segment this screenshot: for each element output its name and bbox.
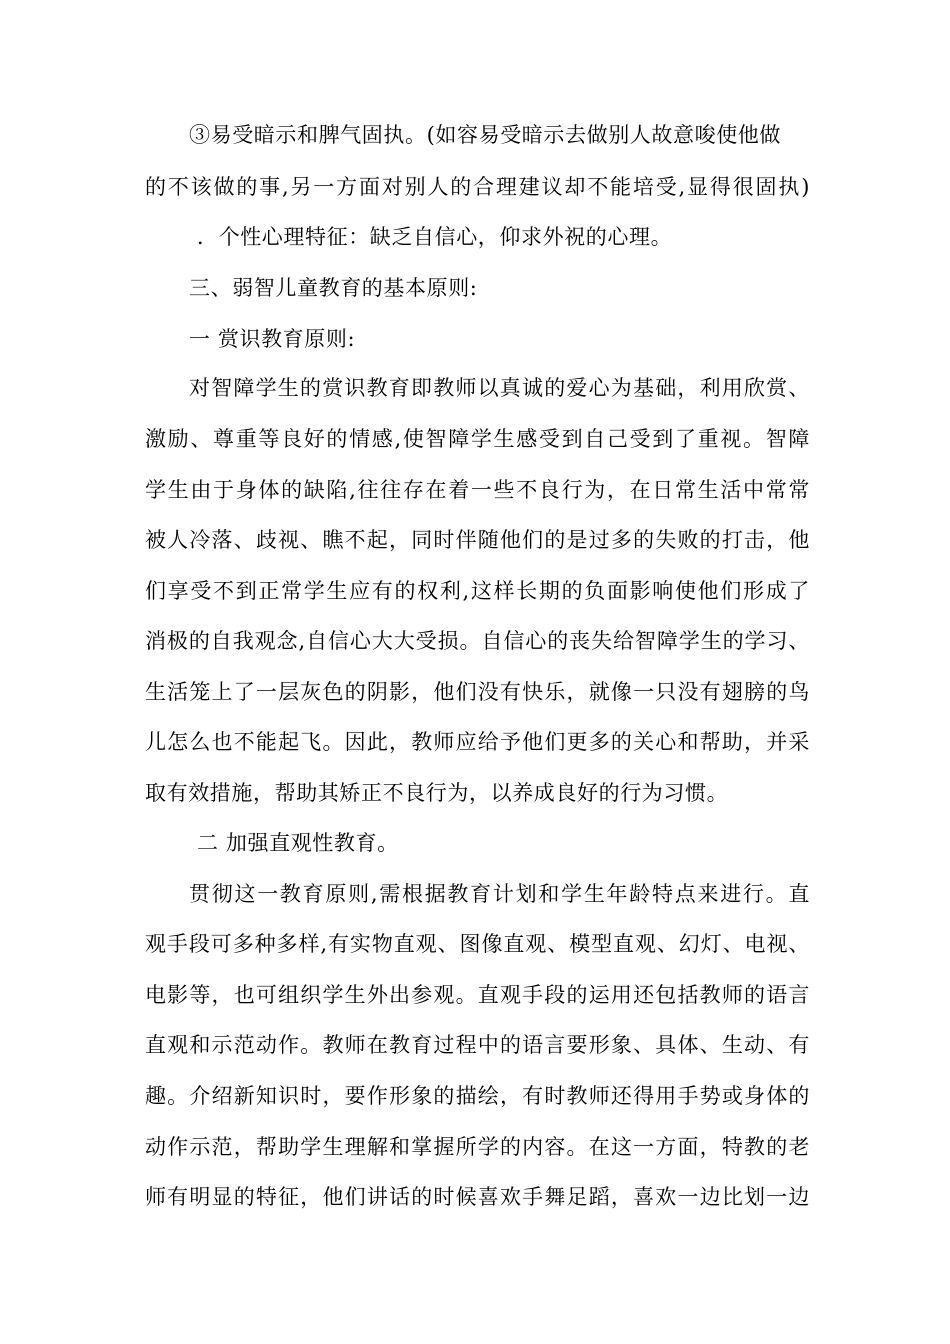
text-line: 师有明显的特征，他们讲话的时候喜欢手舞足蹈，喜欢一边比划一边 [145,1185,810,1209]
section-heading: 三、弱智儿童教育的基本原则: [189,276,478,300]
subsection-heading: 二 加强直观性教育。 [197,831,399,855]
text-line: 趣。介绍新知识时，要作形象的描绘，有时教师还得用手势或身体的 [145,1084,810,1108]
text-line: 动作示范，帮助学生理解和掌握所学的内容。在这一方面，特教的老 [145,1135,810,1159]
text-line: 被人冷落、歧视、瞧不起，同时伴随他们的是过多的失败的打击，他 [145,528,810,552]
text-line: 对智障学生的赏识教育即教师以真诚的爱心为基础，利用欣赏、 [189,376,810,400]
subsection-heading: 一 赏识教育原则: [189,327,356,351]
text-line: 生活笼上了一层灰色的阴影，他们没有快乐，就像一只没有翅膀的鸟 [145,680,810,704]
text-line: 电影等，也可组织学生外出参观。直观手段的运用还包括教师的语言 [145,983,810,1007]
text-line: 儿怎么也不能起飞。因此，教师应给予他们更多的关心和帮助，并采 [145,730,810,754]
text-line: 观手段可多种多样,有实物直观、图像直观、模型直观、幻灯、电视、 [145,932,810,956]
text-line: 消极的自我观念,自信心大大受损。自信心的丧失给智障学生的学习、 [145,629,810,653]
text-line: 们享受不到正常学生应有的权利,这样长期的负面影响使他们形成了 [145,579,810,603]
text-line: 直观和示范动作。教师在教育过程中的语言要形象、具体、生动、有 [145,1033,810,1057]
text-line: 取有效措施，帮助其矫正不良行为，以养成良好的行为习惯。 [145,781,729,805]
text-line: 贯彻这一教育原则,需根据教育计划和学生年龄特点来进行。直 [189,882,810,906]
text-line: 的不该做的事,另一方面对别人的合理建议却不能培受,显得很固执) [145,175,810,199]
text-line: 学生由于身体的缺陷,往往存在着一些不良行为，在日常生活中常常 [145,478,810,502]
text-line: ．个性心理特征：缺乏自信心，仰求外祝的心理。 [197,225,673,249]
text-line: ③易受暗示和脾气固执。(如容易受暗示去做别人故意唆使他做 [189,123,781,147]
text-line: 激励、尊重等良好的情感,使智障学生感受到自己受到了重视。智障 [145,427,810,451]
